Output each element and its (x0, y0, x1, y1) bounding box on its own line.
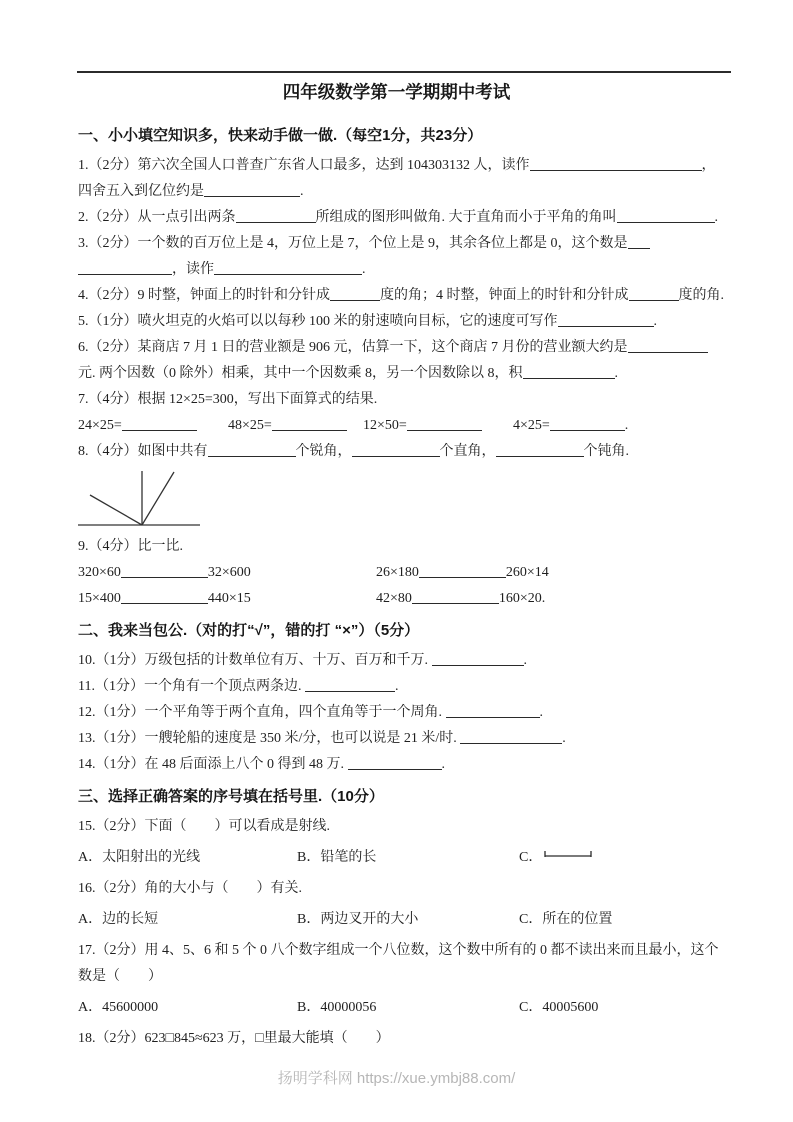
text-run: . (653, 314, 657, 329)
q8 (78, 439, 715, 465)
text-run: 4.（2分）9 时整，钟面上的时针和分针成 (78, 288, 330, 303)
column-cell (297, 845, 519, 871)
answer-blank (204, 182, 300, 197)
q6-line-2 (78, 361, 715, 387)
answer-blank (412, 589, 499, 604)
text-run: 15.（2分）下面（ ）可以看成是射线. (78, 819, 330, 834)
text-run: 17.（2分）用 4、5、6 和 5 个 0 八个数字组成一个八位数，这个数中所有的 0 都不读出来而且最小，这个 (78, 943, 719, 958)
text-run: 6.（2分）某商店 7 月 1 日的营业额是 906 元，估算一下，这个商店 7 月份的营业额大约是 (78, 340, 628, 355)
text-run: A．边的长短 (78, 912, 159, 927)
q9-row-2 (78, 586, 715, 612)
column-cell (513, 413, 715, 439)
text-run: 1.（2分）第六次全国人口普查广东省人口最多，达到 104303132 人，读作 (78, 158, 530, 173)
text-run: 26×180 (376, 565, 419, 580)
answer-blank (460, 729, 562, 744)
answer-blank (407, 416, 482, 431)
answer-blank (236, 208, 316, 223)
q9-statement (78, 534, 715, 560)
answer-blank (530, 156, 702, 171)
text-run: 三、选择正确答案的序号填在括号里.（10分） (78, 788, 384, 805)
answer-blank (628, 234, 650, 249)
q8-angle-figure (78, 467, 715, 530)
angle-rays-figure (78, 467, 206, 530)
q1-line-2 (78, 179, 715, 205)
text-run: 个锐角， (295, 444, 352, 459)
text-run: 15×400 (78, 591, 121, 606)
column-cell (78, 586, 376, 612)
text-run: 3.（2分）一个数的百万位上是 4，万位上是 7，个位上是 9，其余各位上都是 0，这个数是 (78, 236, 628, 251)
text-run: 160×20. (498, 591, 546, 606)
text-run: 个直角， (439, 444, 496, 459)
text-run: 12.（1分）一个平角等于两个直角，四个直角等于一个周角. (78, 705, 446, 720)
text-run: B．铅笔的长 (297, 850, 377, 865)
text-run: 个钝角. (583, 444, 629, 459)
q2 (78, 205, 718, 231)
column-cell (228, 413, 363, 439)
q16-statement (78, 876, 715, 902)
text-run: 13.（1分）一艘轮船的速度是 350 米/分，也可以说是 21 米/时. (78, 731, 461, 746)
watermark-footer: 扬明学科网 https://xue.ymbj88.com/ (277, 1070, 516, 1087)
answer-blank (446, 703, 540, 718)
text-run: 所组成的图形叫做角. 大于直角而小于平角的角叫 (315, 210, 617, 225)
q12 (78, 700, 715, 726)
answer-blank (272, 416, 347, 431)
column-cell (519, 995, 715, 1021)
column-cell (78, 907, 297, 933)
text-run: C．40005600 (519, 1000, 599, 1015)
answer-blank (78, 260, 172, 275)
column-cell (363, 413, 513, 439)
answer-blank (617, 208, 715, 223)
text-run: 32×600 (207, 565, 251, 580)
answer-blank (214, 260, 362, 275)
text-run: ， (701, 158, 716, 173)
answer-blank (352, 442, 440, 457)
q13 (78, 726, 715, 752)
q18 (78, 1026, 715, 1052)
text-run: B．两边叉开的大小 (297, 912, 419, 927)
text-run: . (362, 262, 366, 277)
text-run: 8.（4分）如图中共有 (78, 444, 208, 459)
column-cell (78, 995, 297, 1021)
q10 (78, 648, 715, 674)
answer-blank (629, 286, 679, 301)
text-run: . (624, 418, 629, 433)
answer-blank (523, 364, 615, 379)
q14 (78, 752, 715, 778)
answer-blank (432, 651, 524, 666)
answer-blank (121, 563, 208, 578)
answer-blank (348, 755, 442, 770)
text-run: . (539, 705, 543, 720)
q11 (78, 674, 715, 700)
text-run: 24×25= (78, 418, 122, 433)
top-rule (77, 71, 731, 73)
answer-blank (558, 312, 654, 327)
answer-blank (550, 416, 625, 431)
text-run: 二、我来当包公.（对的打“√”，错的打 “×”）（5分） (78, 622, 420, 639)
q16-options (78, 907, 715, 933)
text-run: 42×80 (376, 591, 412, 606)
text-run: 四舍五入到亿位约是 (78, 184, 204, 199)
text-run: . (614, 366, 618, 381)
answer-blank (628, 338, 708, 353)
answer-blank (496, 442, 584, 457)
text-run: 320×60 (78, 565, 121, 580)
text-run: 一、小小填空知识多，快来动手做一做.（每空1分，共23分） (78, 127, 483, 144)
column-cell (78, 413, 228, 439)
column-cell (519, 907, 715, 933)
text-run: 9.（4分）比一比. (78, 539, 183, 554)
section-1-heading (78, 123, 715, 149)
text-run: 16.（2分）角的大小与（ ）有关. (78, 881, 302, 896)
q1-line-1 (78, 153, 715, 179)
section-3-heading (78, 784, 715, 810)
answer-blank (305, 677, 395, 692)
text-run: 14.（1分）在 48 后面添上八个 0 得到 48 万. (78, 757, 348, 772)
q17-line-1 (78, 938, 719, 964)
text-run: 48×25= (228, 418, 272, 433)
column-cell (297, 907, 519, 933)
text-run: 11.（1分）一个角有一个顶点两条边. (78, 679, 305, 694)
q4 (78, 283, 724, 309)
q9-row-1 (78, 560, 715, 586)
q17-options (78, 995, 715, 1021)
text-run: 5.（1分）喷火坦克的火焰可以以每秒 100 米的射速喷向目标，它的速度可写作 (78, 314, 558, 329)
line-segment-icon (542, 845, 594, 871)
text-run: . (523, 653, 527, 668)
answer-blank (122, 416, 197, 431)
answer-blank (330, 286, 380, 301)
answer-blank (419, 563, 506, 578)
q7-equations (78, 413, 715, 439)
column-cell (78, 845, 297, 871)
q6-line-1 (78, 335, 715, 361)
text-run: 2.（2分）从一点引出两条 (78, 210, 236, 225)
exam-title: 四年级数学第一学期期中考试 (282, 82, 511, 102)
text-run: 4×25= (513, 418, 550, 433)
answer-blank (121, 589, 208, 604)
column-cell (78, 560, 376, 586)
text-run: . (394, 679, 399, 694)
text-run: 12×50= (363, 418, 407, 433)
text-run: 7.（4分）根据 12×25=300，写出下面算式的结果. (78, 392, 378, 407)
text-run: 度的角；4 时整，钟面上的时针和分针成 (380, 288, 629, 303)
q7-statement (78, 387, 715, 413)
text-run: . (441, 757, 445, 772)
text-run: 数是（ ） (78, 969, 162, 984)
text-run: ，读作 (172, 262, 214, 277)
text-run: 度的角. (678, 288, 724, 303)
q15-options (78, 845, 715, 871)
q3-line-2 (78, 257, 715, 283)
text-run: 10.（1分）万级包括的计数单位有万、十万、百万和千万. (78, 653, 432, 668)
section-2-heading (78, 618, 715, 644)
exam-body (0, 106, 793, 1052)
q15-statement (78, 814, 715, 840)
text-run: . (714, 210, 718, 225)
text-run: . (300, 184, 304, 199)
q17-line-2 (78, 964, 715, 990)
text-run: C．所在的位置 (519, 912, 613, 927)
column-cell (376, 560, 715, 586)
answer-blank (208, 442, 296, 457)
q5 (78, 309, 715, 335)
text-run: A．45600000 (78, 1000, 159, 1015)
text-run: . (562, 731, 566, 746)
text-run: 260×14 (505, 565, 549, 580)
text-run: 18.（2分）623□845≈623 万，□里最大能填（ ） (78, 1031, 390, 1046)
text-run: C． (519, 850, 543, 865)
text-run: 元. 两个因数（0 除外）相乘，其中一个因数乘 8，另一个因数除以 8，积 (78, 366, 523, 381)
column-cell (376, 586, 715, 612)
column-cell (519, 845, 715, 871)
column-cell (297, 995, 519, 1021)
text-run: 440×15 (207, 591, 251, 606)
text-run: B．40000056 (297, 1000, 377, 1015)
text-run: A．太阳射出的光线 (78, 850, 201, 865)
q3-line-1 (78, 231, 715, 257)
